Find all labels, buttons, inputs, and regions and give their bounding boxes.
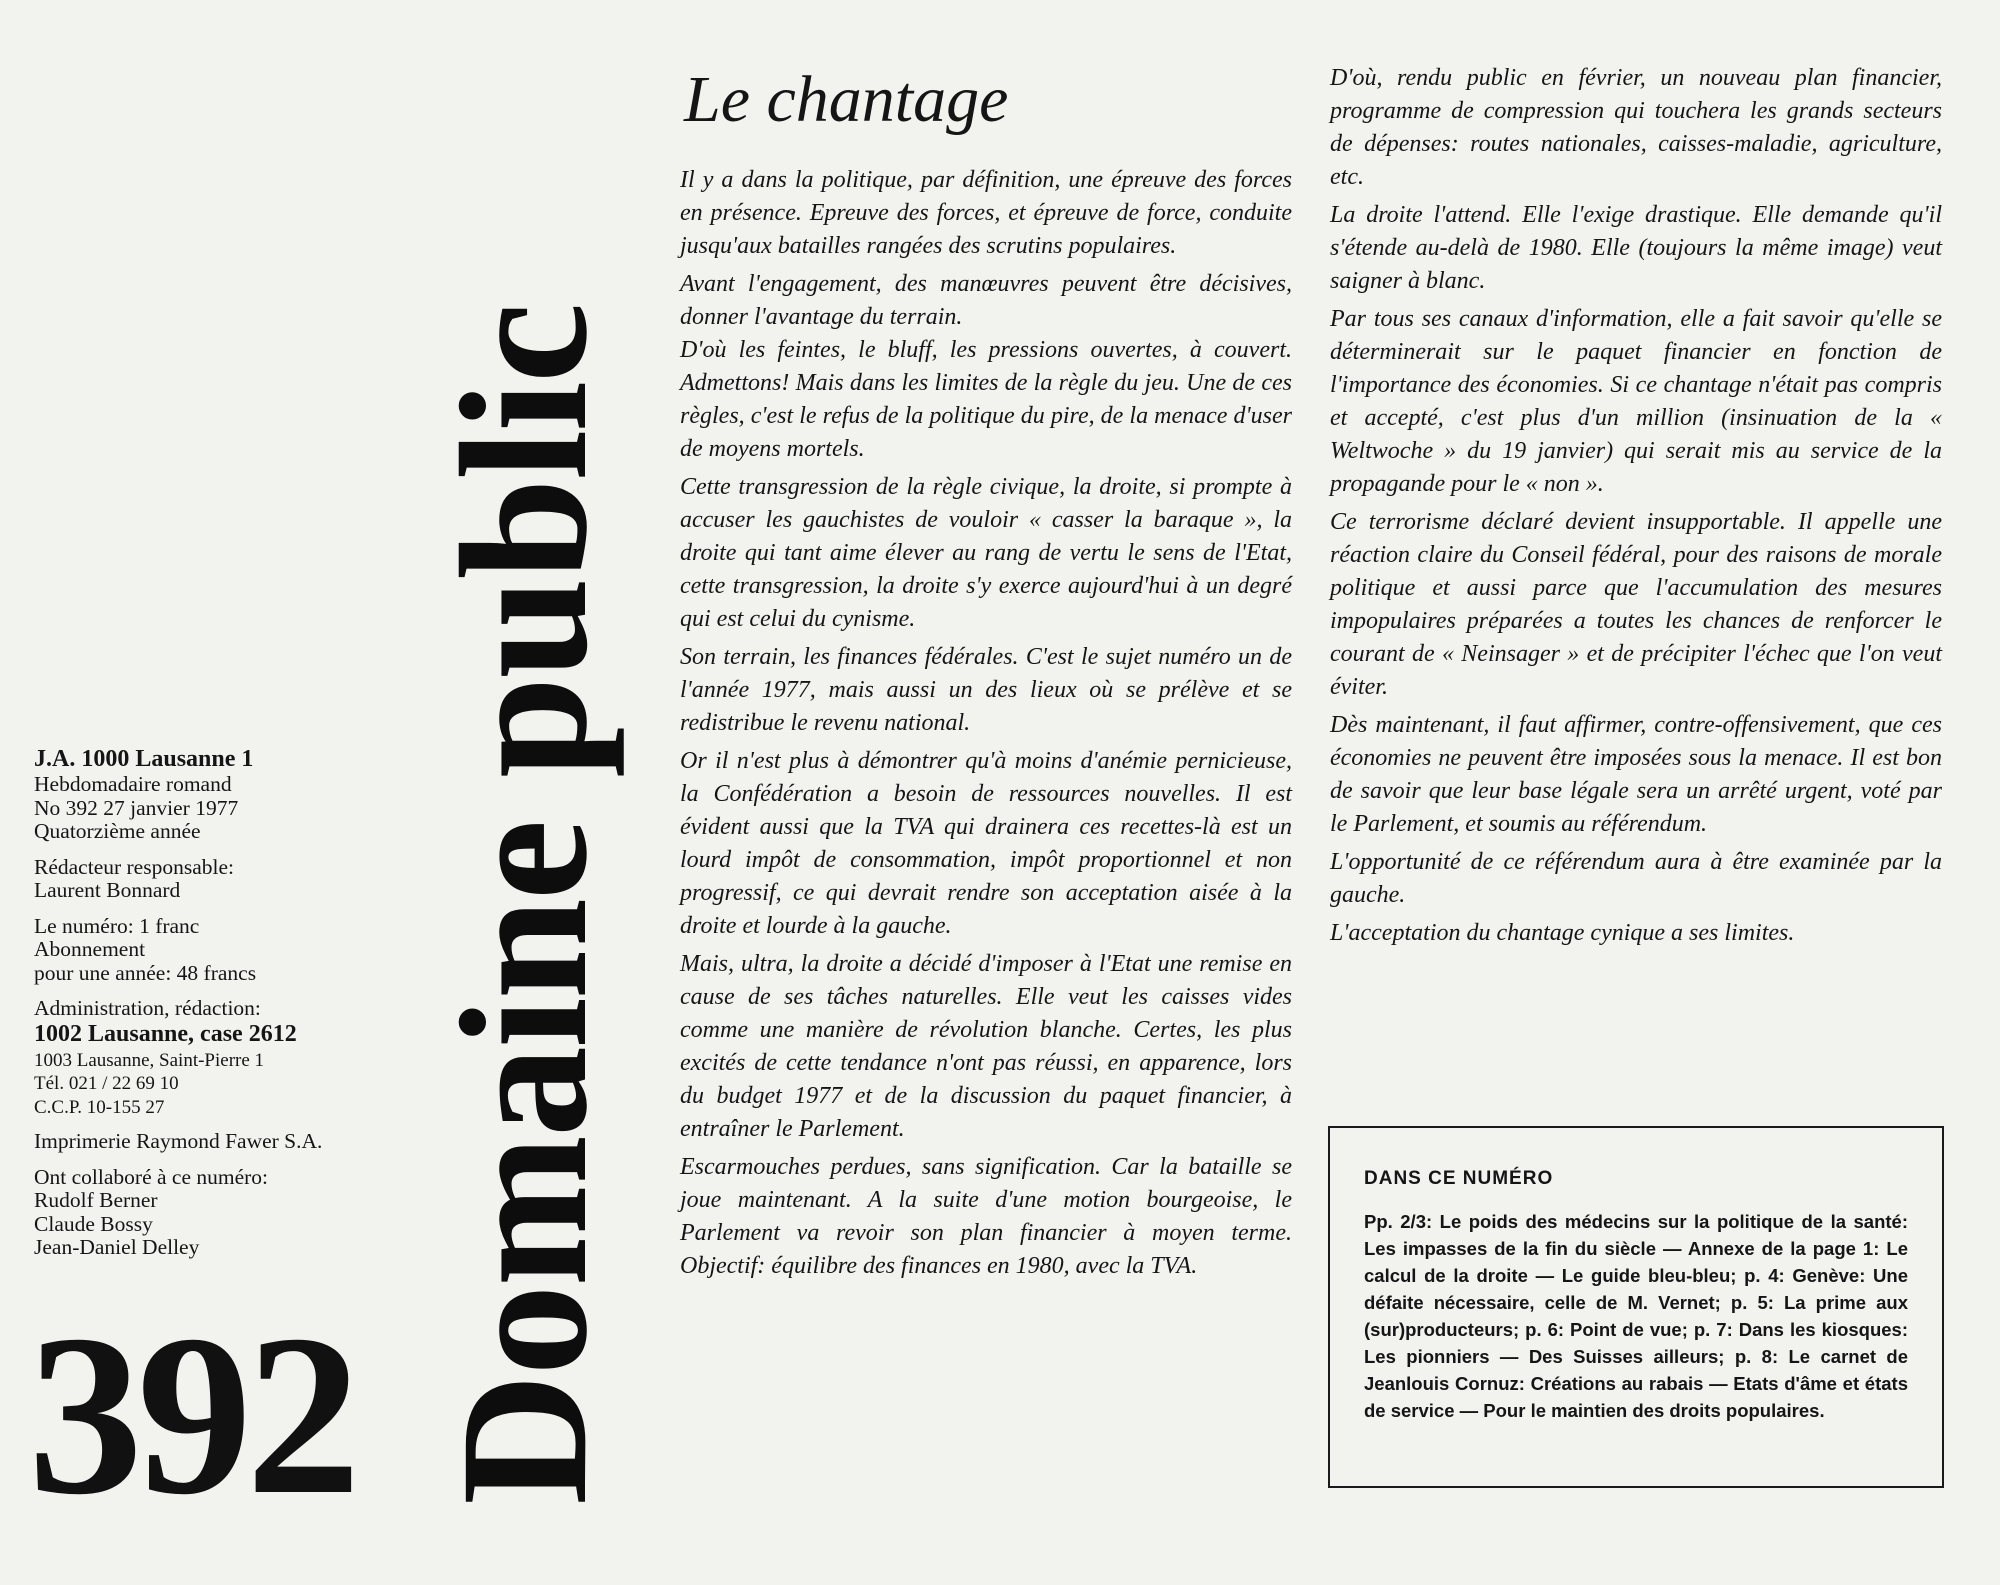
price-subscription-label: Abonnement [34, 937, 146, 961]
masthead [34, 746, 404, 1272]
masthead-frequency: Hebdomadaire romand [34, 772, 232, 796]
contents-heading: DANS CE NUMÉRO [1364, 1168, 1554, 1189]
paragraph: Son terrain, les finances fédérales. C'est le sujet numéro un de l'année 1977, mais aussi un des lieux où se prélève et se redistribue le revenu national. [680, 644, 1292, 736]
editor-name: Laurent Bonnard [34, 878, 181, 902]
masthead-issue-date: No 392 27 janvier 1977 [34, 795, 239, 820]
paragraph: Escarmouches perdues, sans signification. Car la bataille se joue maintenant. A la suite d'une motion bourgeoise, le Parlement va revoir son plan financier à moyen terme. Objectif: équilibre des finances en 1980, avec la TVA. [680, 1154, 1292, 1279]
paragraph: L'acceptation du chantage cynique a ses limites. [1330, 920, 1795, 946]
article-column-2 [1330, 62, 1942, 955]
paragraph: Mais, ultra, la droite a décidé d'imposer à l'Etat une remise en cause de ses tâches naturelles. Elle veut les caisses vides comme une manière de révolution blanche. Certes, les plus excités de cette tendance n'ont pas réussi, en apparence, lors du budget 1977 et de la discussion du paquet financier, à entraîner le Parlement. [680, 951, 1292, 1142]
price-subscription: pour une année: 48 francs [34, 960, 257, 985]
printer-name: Imprimerie Raymond Fawer S.A. [34, 1129, 323, 1153]
contributor: Jean-Daniel Delley [34, 1235, 200, 1259]
contributor: Claude Bossy [34, 1211, 153, 1236]
paragraph: Or il n'est plus à démontrer qu'à moins d'anémie pernicieuse, la Confédération a besoin de ressources nouvelles. Il est évident aussi que la TVA qui drainera ces recettes-là est un lourd impôt de consommation, impôt proportionnel et non progressif, ce qui devrait rendre son acceptation aisée à la droite et lourde à la gauche. [680, 748, 1292, 939]
contributors-label: Ont collaboré à ce numéro: [34, 1164, 269, 1189]
paragraph: Par tous ses canaux d'information, elle a fait savoir qu'elle se déterminerait sur le paquet financier en fonction de l'importance des économies. Si ce chantage n'était pas compris et accepté, c'est plus d'un million (insinuation de la « Weltwoche » du 19 janvier) qui serait mis au service de la propagande pour le « non ». [1330, 306, 1942, 497]
article-column-1 [680, 164, 1292, 1288]
paragraph: D'où les feintes, le bluff, les pressions ouvertes, à couvert. Admettons! Mais dans les limites de la règle du jeu. Une de ces règles, c'est le refus de la politique du pire, de la menace d'user de moyens mortels. [680, 337, 1292, 462]
paragraph: Avant l'engagement, des manœuvres peuvent être décisives, donner l'avantage du terrain. [680, 271, 1292, 330]
editor-label: Rédacteur responsable: [34, 854, 234, 879]
issue-number: 392 [28, 1287, 355, 1542]
paragraph: La droite l'attend. Elle l'exige drastique. Elle demande qu'il s'étende au-delà de 1980. Elle (toujours la même image) veut saigner à blanc. [1330, 202, 1942, 294]
price-single: Le numéro: 1 franc [34, 913, 200, 938]
masthead-year: Quatorzième année [34, 819, 201, 843]
street-address: 1003 Lausanne, Saint-Pierre 1 [34, 1049, 265, 1071]
admin-address: 1002 Lausanne, case 2612 [34, 1020, 297, 1047]
paragraph: Il y a dans la politique, par définition, une épreuve des forces en présence. Epreuve des forces, et épreuve de force, conduite jusqu'aux batailles rangées des scrutins populaires. [680, 167, 1292, 259]
postal-account: C.C.P. 10-155 27 [34, 1096, 165, 1118]
paragraph: D'où, rendu public en février, un nouveau plan financier, programme de compression qui touchera les grands secteurs de dépenses: routes nationales, caisses-maladie, agriculture, etc. [1330, 65, 1942, 190]
paragraph: Dès maintenant, il faut affirmer, contre-offensivement, que ces économies ne peuvent être imposées sous la menace. Il est bon de savoir que leur base légale sera un arrêté urgent, voté par le Parlement, et soumis au référendum. [1330, 712, 1942, 837]
article-headline: Le chantage [684, 63, 1009, 136]
contents-text: Pp. 2/3: Le poids des médecins sur la politique de la santé: Les impasses de la fin du siècle — Annexe de la page 1: Le calcul de la droite — Le guide bleu-bleu; p. 4: Genève: Une défaite nécessaire, celle de M. Vernet; p. 5: La prime aux (sur)producteurs; p. 6: Point de vue; p. 7: Dans les kiosques: Les pionniers — Des Suisses ailleurs; p. 8: Le carnet de Jeanlouis Cornuz: Créations au rabais — Etats d'âme et états de service — Pour le maintien des droits populaires. [1364, 1211, 1908, 1421]
publication-title: Domaine public [424, 304, 625, 1505]
paragraph: L'opportunité de ce référendum aura à être examinée par la gauche. [1330, 849, 1942, 908]
admin-label: Administration, rédaction: [34, 996, 261, 1020]
contributor: Rudolf Berner [34, 1188, 158, 1212]
paragraph: Cette transgression de la règle civique, la droite, si prompte à accuser les gauchistes de vouloir « casser la baraque », la droite qui tant aime élever au rang de vertu le sens de l'Etat, cette transgression, la droite s'y exerce aujourd'hui à un degré qui est celui du cynisme. [680, 474, 1292, 632]
masthead-postal: J.A. 1000 Lausanne 1 [34, 746, 254, 772]
contents-box [1328, 1126, 1944, 1488]
paragraph: Ce terrorisme déclaré devient insupportable. Il appelle une réaction claire du Conseil fédéral, pour des raisons de morale politique et aussi parce que l'accumulation des mesures impopulaires préparées a toutes les chances de renforcer le courant de « Neinsager » et de précipiter l'échec que l'on veut éviter. [1330, 509, 1942, 700]
phone-number: Tél. 021 / 22 69 10 [34, 1073, 179, 1094]
